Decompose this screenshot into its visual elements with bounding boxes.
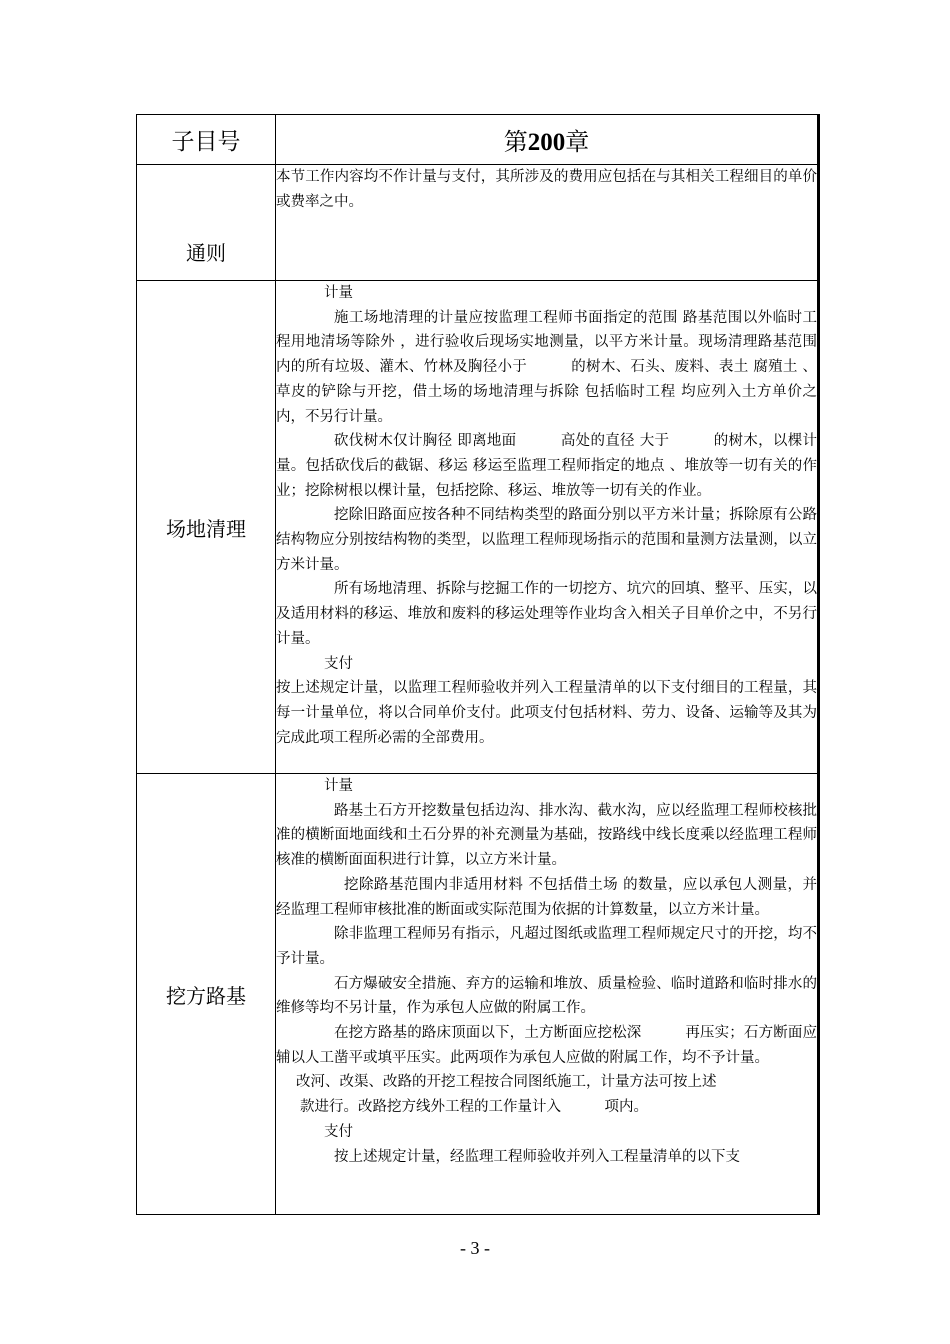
excavation-p6b: 款进行。改路挖方线外工程的工作量计入 项内。	[300, 1099, 648, 1116]
excavation-row	[137, 774, 819, 1215]
chapter-number: 200	[527, 129, 566, 156]
site-clearing-measure-heading: 计量	[324, 285, 353, 301]
general-text: 本节工作内容均不作计量与支付，其所涉及的费用应包括在与其相关工程细目的单价或费率之中。	[276, 169, 817, 210]
excavation-p6	[276, 1070, 817, 1119]
excavation-p2: 挖除路基范围内非适用材料 不包括借土场 的数量，应以承包人测量，并经监理工程师审核批准的断面或实际范围为依据的计算数量，以立方米计量。	[276, 876, 817, 918]
site-clearing-p3: 挖除旧路面应按各种不同结构类型的路面分别以平方米计量；拆除原有公路结构物应分别按结构物的类型，以监理工程师现场指示的范围和量测方法量测，以立方米计量。	[276, 507, 817, 573]
excavation-p6a: 改河、改渠、改路的开挖工程按合同图纸施工，计量方法可按上述	[296, 1074, 717, 1091]
header-row	[137, 115, 819, 165]
site-clearing-p2: 砍伐树木仅计胸径 即离地面 高处的直径 大于 的树木，以棵计量。包括砍伐后的截锯、移运 移运至监理工程师指定的地点 、堆放等一切有关的作业；挖除树根以棵计量，包括挖除、移运、堆放等一切有关的作业。	[276, 433, 817, 499]
excavation-measure-heading: 计量	[324, 778, 353, 794]
site-clearing-content	[276, 281, 819, 774]
site-clearing-p1: 施工场地清理的计量应按监理工程师书面指定的范围 路基范围以外临时工程用地清场等除外 ，进行验收后现场实地测量，以平方米计量。现场清理路基范围内的所有垃圾、灌木、竹林及胸径小于 的树木、石头、废料、表土 腐殖土 、草皮的铲除与开挖，借土场的场地清理与拆除 包括临时工程 均应列入土方单价之内，不另行计量。	[276, 309, 817, 425]
excavation-pay-heading: 支付	[324, 1123, 353, 1140]
chapter-title-prefix: 第	[503, 128, 528, 156]
excavation-content	[276, 774, 819, 1215]
excavation-p7: 按上述规定计量，经监理工程师验收并列入工程量清单的以下支	[334, 1148, 740, 1165]
general-content	[276, 165, 819, 281]
spec-table	[136, 114, 820, 1215]
site-clearing-p5: 按上述规定计量，以监理工程师验收并列入工程量清单的以下支付细目的工程量，其每一计量单位，将以合同单价支付。此项支付包括材料、劳力、设备、运输等及其为完成此项工程所必需的全部费用。	[276, 680, 817, 746]
excavation-label: 挖方路基	[137, 774, 276, 1215]
site-clearing-pay-heading: 支付	[324, 655, 353, 672]
site-clearing-label: 场地清理	[137, 281, 276, 774]
excavation-p5: 在挖方路基的路床顶面以下，土方断面应挖松深 再压实；石方断面应辅以人工凿平或填平压实。此两项作为承包人应做的附属工作，均不予计量。	[276, 1025, 817, 1066]
header-item-no: 子目号	[137, 115, 276, 165]
chapter-title-suffix: 章	[565, 128, 590, 156]
general-row	[137, 165, 819, 281]
site-clearing-row	[137, 281, 819, 774]
excavation-p4: 石方爆破安全措施、弃方的运输和堆放、质量检验、临时道路和临时排水的维修等均不另计量，作为承包人应做的附属工作。	[276, 975, 817, 1017]
excavation-p3: 除非监理工程师另有指示，凡超过图纸或监理工程师规定尺寸的开挖，均不予计量。	[276, 926, 817, 967]
excavation-p1: 路基土石方开挖数量包括边沟、排水沟、截水沟，应以经监理工程师校核批准的横断面地面线和土石分界的补充测量为基础，按路线中线长度乘以经监理工程师核准的横断面面积进行计算，以立方米计量。	[276, 802, 817, 869]
chapter-title	[276, 115, 819, 165]
site-clearing-p4: 所有场地清理、拆除与挖掘工作的一切挖方、坑穴的回填、整平、压实，以及适用材料的移运、堆放和废料的移运处理等作业均含入相关子目单价之中，不另行计量。	[276, 581, 817, 647]
page-number: - 3 -	[460, 1238, 490, 1258]
general-label: 通则	[137, 165, 276, 281]
